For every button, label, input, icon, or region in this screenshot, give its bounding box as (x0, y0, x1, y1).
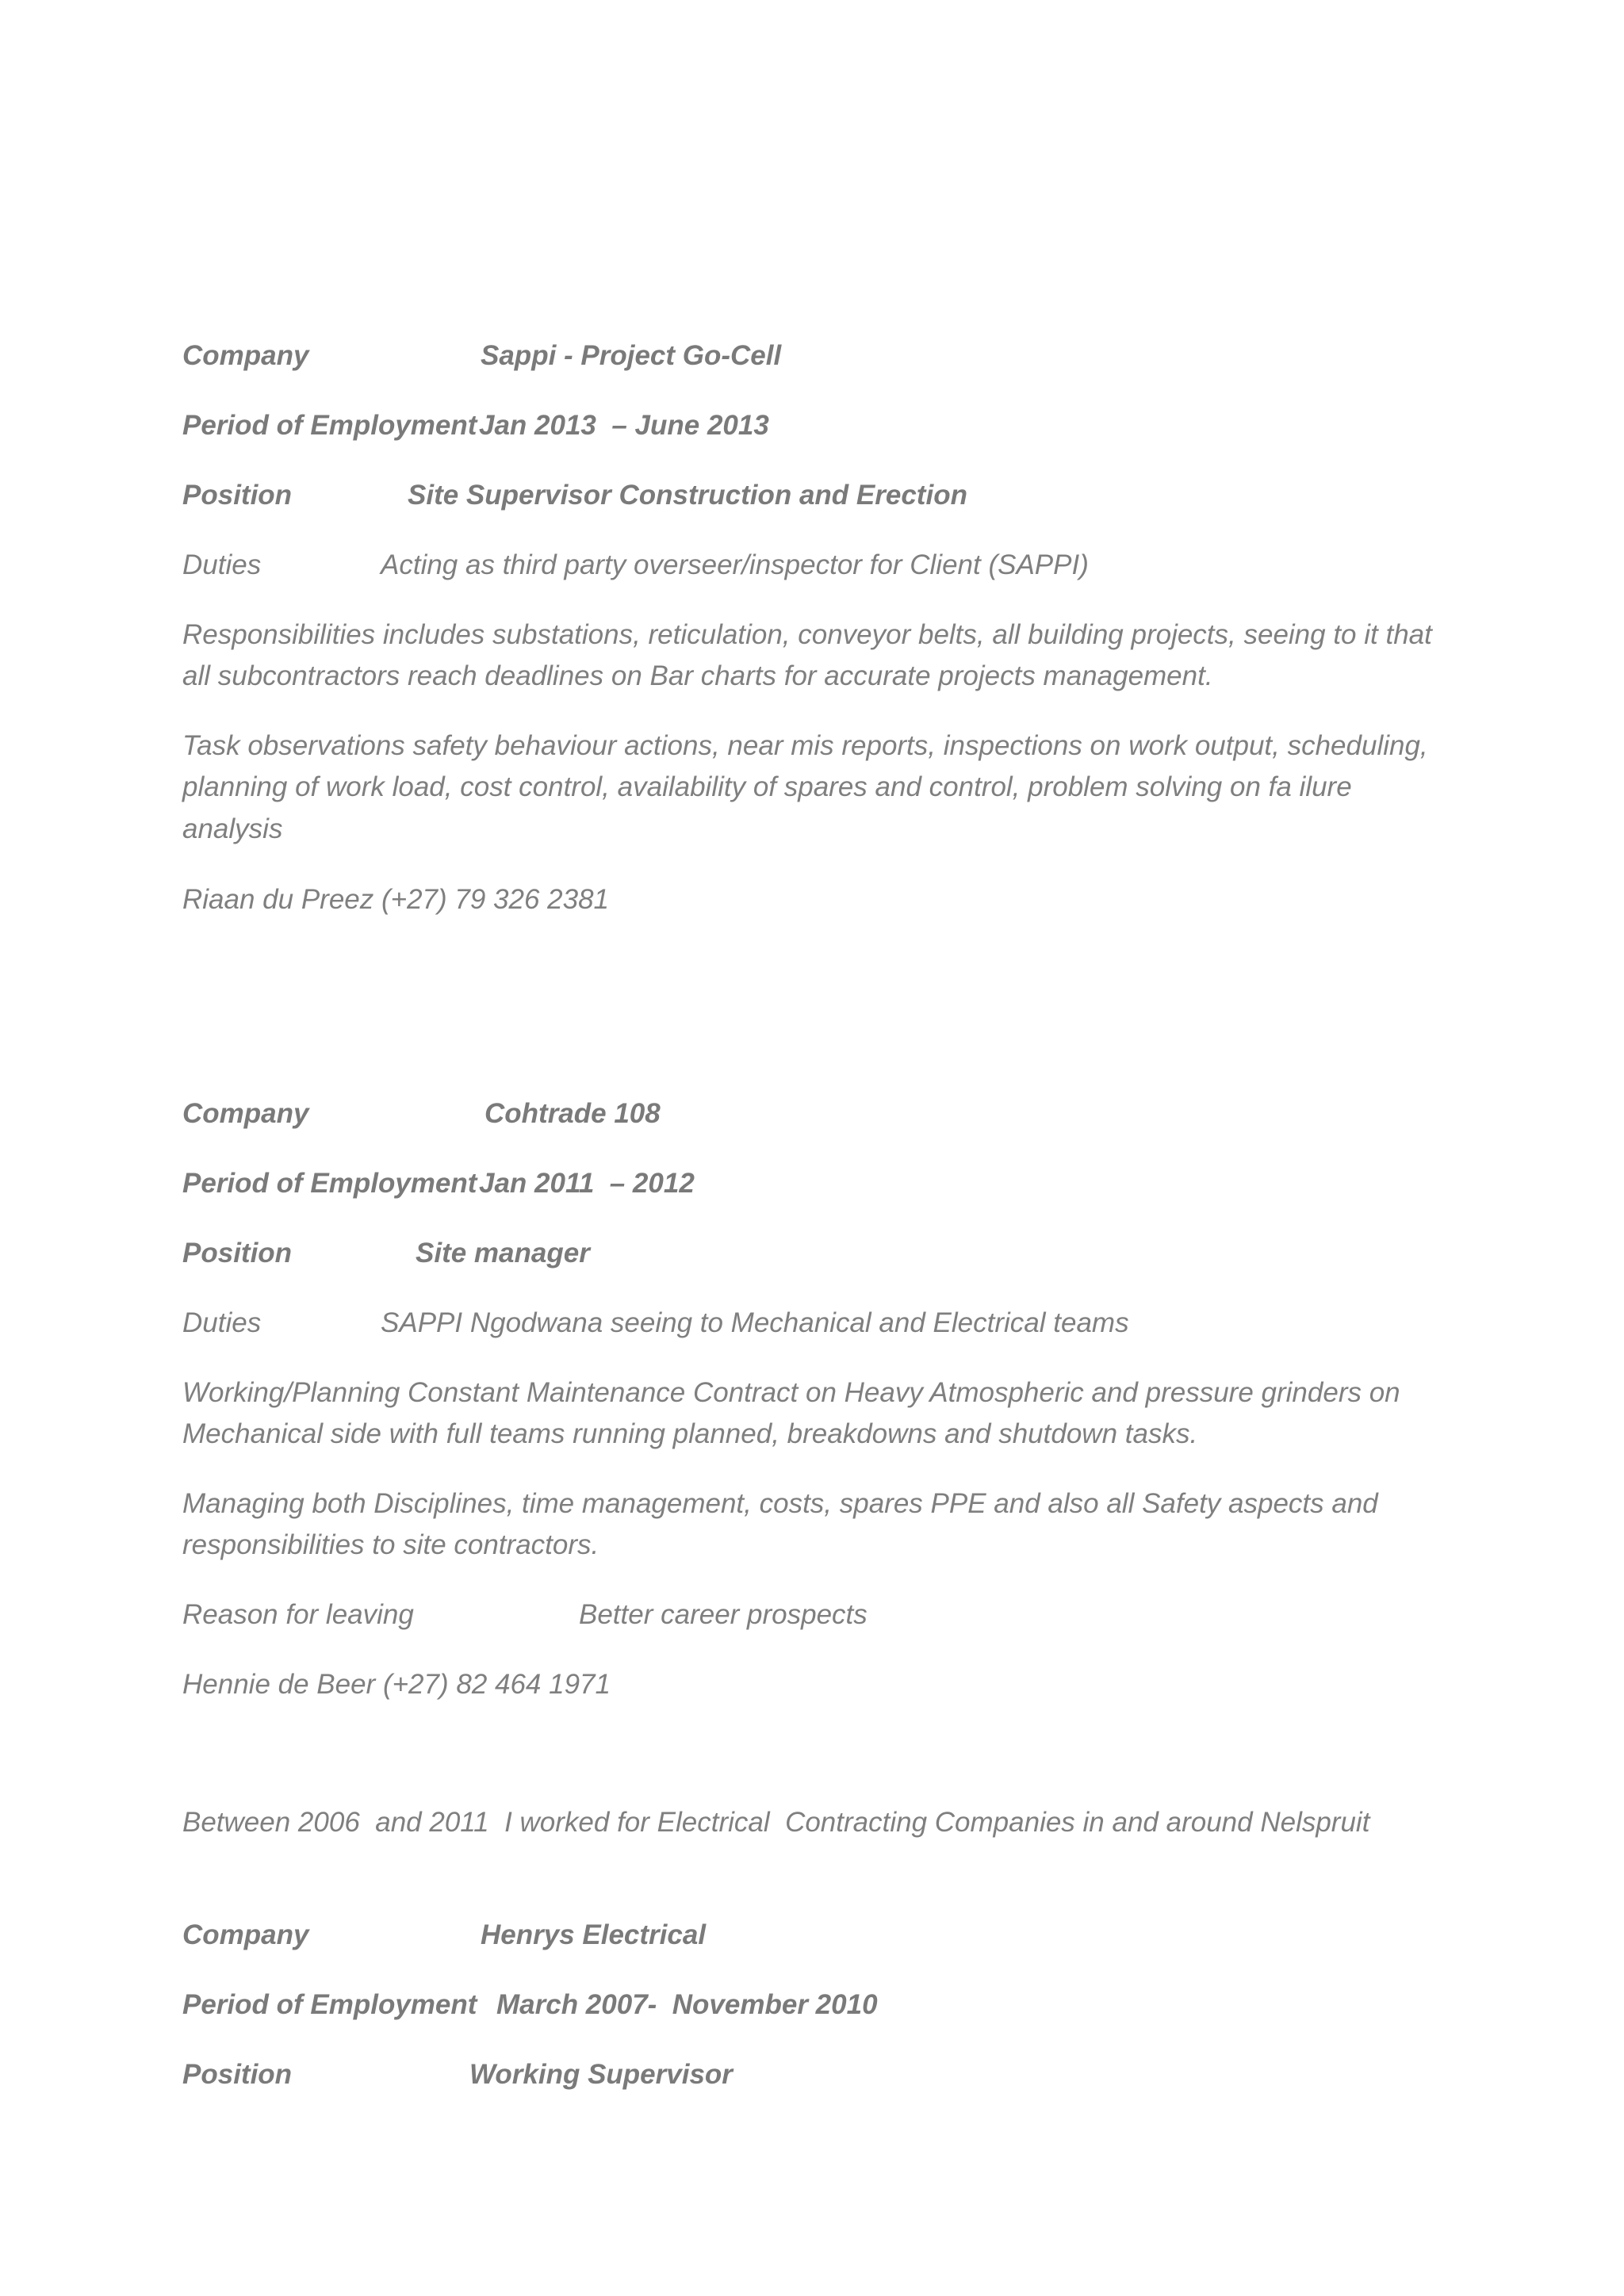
job2-company-value: Cohtrade 108 (485, 1098, 661, 1129)
job3-position-label: Position (182, 2059, 293, 2090)
job2-period-label: Period of Employment (182, 1168, 477, 1199)
job3-company-label: Company (182, 1919, 309, 1950)
job1-tasks-line-3: analysis (182, 813, 283, 844)
job1-position-value: Site Supervisor Construction and Erection (408, 480, 967, 511)
job2-position-label: Position (182, 1238, 293, 1269)
job3-company-value: Henrys Electrical (481, 1919, 707, 1950)
job1-duties-value: Acting as third party overseer/inspector for Client (SAPPI) (381, 549, 1089, 580)
job1-company-row (182, 335, 782, 377)
between-note: Between 2006 and 2011 I worked for Electrical Contracting Companies in and around Nelspruit (182, 1807, 1370, 1838)
job1-reference: Riaan du Preez (+27) 79 326 2381 (182, 884, 610, 915)
job2-position-value: Site manager (416, 1238, 590, 1269)
job2-period-row (182, 1162, 695, 1204)
job1-company-label: Company (182, 340, 309, 371)
job2-period-value: Jan 2011 – 2012 (479, 1168, 695, 1199)
job1-tasks-line-2: planning of work load, cost control, availability of spares and control, problem solving on fa ilure (182, 771, 1352, 802)
job3-period-label: Period of Employment (182, 1989, 477, 2020)
job2-managing-line-1: Managing both Disciplines, time management, costs, spares PPE and also all Safety aspects and (182, 1488, 1378, 1519)
job2-duties-label: Duties (182, 1307, 262, 1338)
job3-position-row (182, 2053, 733, 2095)
job2-company-label: Company (182, 1098, 309, 1129)
job3-period-value: March 2007- November 2010 (496, 1989, 878, 2020)
job1-responsibilities-line-1: Responsibilities includes substations, reticulation, conveyor belts, all building projects, seeing to it that (182, 619, 1432, 650)
job1-duties-label: Duties (182, 549, 262, 580)
job1-tasks-line-1: Task observations safety behaviour actions, near mis reports, inspections on work output, scheduling, (182, 730, 1428, 761)
job2-company-row (182, 1093, 661, 1135)
job2-working-line-1: Working/Planning Constant Maintenance Contract on Heavy Atmospheric and pressure grinders on (182, 1377, 1400, 1408)
job2-position-row (182, 1232, 590, 1274)
job2-duties-value: SAPPI Ngodwana seeing to Mechanical and Electrical teams (381, 1307, 1129, 1338)
job2-reference: Hennie de Beer (+27) 82 464 1971 (182, 1669, 611, 1700)
job2-managing-line-2: responsibilities to site contractors. (182, 1529, 599, 1560)
job1-duties-row (182, 544, 1089, 586)
job1-position-label: Position (182, 480, 293, 511)
job3-company-row (182, 1914, 707, 1956)
job2-reason-label: Reason for leaving (182, 1599, 414, 1630)
job1-position-row (182, 474, 967, 516)
job1-period-label: Period of Employment (182, 410, 477, 441)
job1-company-value: Sappi - Project Go-Cell (481, 340, 782, 371)
job2-duties-row (182, 1302, 1129, 1344)
job1-responsibilities-line-2: all subcontractors reach deadlines on Bar charts for accurate projects management. (182, 660, 1213, 691)
job1-period-value: Jan 2013 – June 2013 (479, 410, 769, 441)
job2-working-line-2: Mechanical side with full teams running planned, breakdowns and shutdown tasks. (182, 1418, 1198, 1449)
job1-period-row (182, 404, 769, 446)
job2-reason-row (182, 1594, 868, 1636)
job2-reason-value: Better career prospects (579, 1599, 868, 1630)
job3-position-value: Working Supervisor (469, 2059, 733, 2090)
job3-period-row (182, 1984, 878, 2026)
